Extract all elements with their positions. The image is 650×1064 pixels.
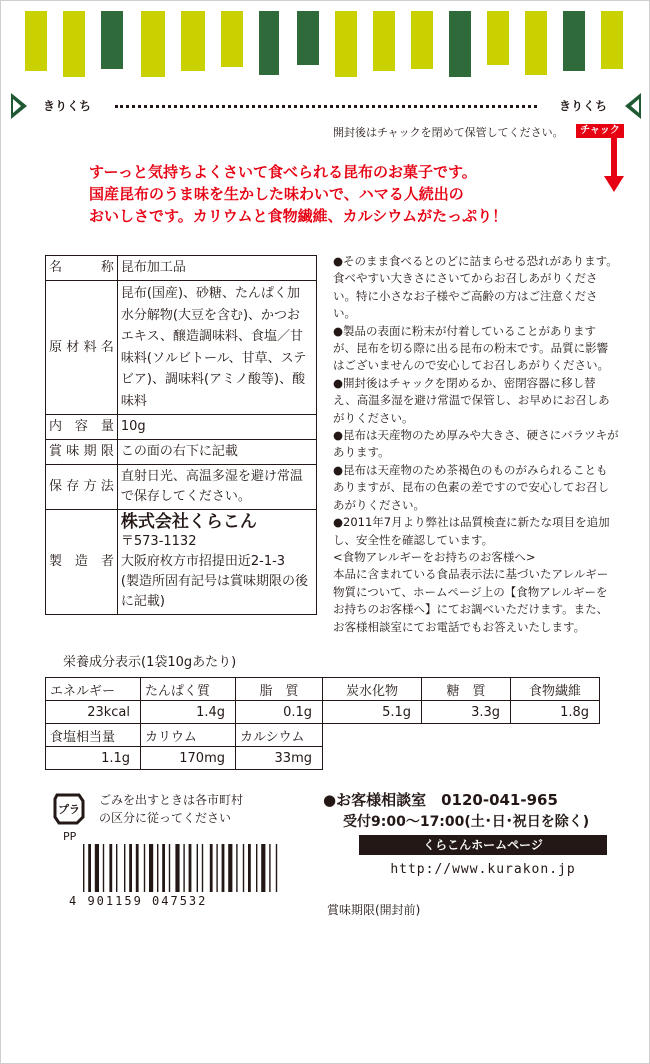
disposal-line: ごみを出すときは各市町村 [99, 793, 244, 807]
storage-label: 保存方法 [46, 465, 118, 510]
materials-label: 原材料名 [46, 281, 118, 415]
nutrition-value: 33mg [236, 747, 323, 770]
disposal-note [99, 791, 243, 827]
maker-address: 大阪府枚方市招提田近2-1-3 [120, 554, 286, 569]
note-item: ●開封後はチャックを閉めるか、密閉容器に移し替え、高温多湿を避け常温で保管し、お早めにお召しあがりください。 [333, 375, 610, 425]
table-row [46, 440, 317, 465]
contact-phone: ●お客様相談室 0120-041-965 [323, 791, 558, 809]
barcode-bar [228, 844, 232, 892]
expiry-label: 賞味期限(開封前) [327, 903, 421, 917]
blank-cell [422, 724, 511, 747]
maker-note: (製造所固有記号は賞味期限の後に記載) [120, 574, 308, 609]
table-row [46, 256, 317, 281]
homepage-label: くらこんホームページ [359, 835, 607, 855]
barcode-bar [276, 844, 277, 892]
nutrition-value: 23kcal [46, 701, 141, 724]
barcode-bar [109, 844, 112, 892]
barcode-bar [129, 844, 132, 892]
nutrition-value: 5.1g [323, 701, 422, 724]
barcode-bar [157, 844, 158, 892]
plastic-recycle-icon [49, 787, 89, 827]
allergy-text: 本品に含まれている食品表示法に基づいたアレルギー物質について、ホームページ上の【食物アレルギーをお持ちのお客様へ】にてお調べいただけます。また、お客様相談室にてお電話でもお答えいたします。 [333, 567, 609, 634]
blank-cell [323, 747, 422, 770]
barcode-bar [83, 844, 84, 892]
nutrition-value: 1.4g [141, 701, 236, 724]
nutrition-header: 炭水化物 [323, 678, 422, 701]
blank-cell [511, 747, 600, 770]
barcode-bar [103, 844, 104, 892]
nutrition-value: 170mg [141, 747, 236, 770]
cut-notch-right-icon [621, 93, 641, 119]
barcode-bar [222, 844, 225, 892]
promo-line: おいしさです。カリウムと食物繊維、カルシウムがたっぷり！ [89, 207, 508, 225]
nutrition-header: たんぱく質 [141, 678, 236, 701]
barcode-bar [202, 844, 203, 892]
barcode-bar [256, 844, 257, 892]
cut-line[interactable] [11, 93, 641, 119]
promo-line: すーっと気持ちよくさいて食べられる昆布のお菓子です。 [89, 163, 477, 181]
barcode-bar [216, 844, 217, 892]
contact-hours: 受付9:00〜17:00(土･日･祝日を除く) [343, 814, 590, 830]
blank-cell [323, 724, 422, 747]
table-row [46, 701, 600, 724]
notes [333, 253, 619, 636]
nutrition-value: 0.1g [236, 701, 323, 724]
barcode-bar [248, 844, 251, 892]
barcode-bar [169, 844, 170, 892]
name-label: 名 称 [46, 256, 118, 281]
nutrition-header: エネルギー [46, 678, 141, 701]
table-row [46, 724, 600, 747]
cut-dotted-line [115, 105, 537, 108]
nutrition-header: 脂 質 [236, 678, 323, 701]
maker-label: 製造者 [46, 510, 118, 615]
barcode-bar [136, 844, 139, 892]
barcode-bar [149, 844, 153, 892]
recycle-mark-label: プラ [58, 803, 80, 816]
cut-label-right: きりくち [558, 99, 607, 113]
note-item: ●昆布は天産物のため茶褐色のものがみられることもありますが、昆布の色素の差ですので安心してお召しあがりください。 [333, 462, 609, 512]
material-code: PP [63, 830, 77, 843]
promo-copy [89, 161, 589, 227]
nutrition-header: 食塩相当量 [46, 724, 141, 747]
barcode-bar [162, 844, 165, 892]
blank-cell [511, 724, 600, 747]
barcode-bar [269, 844, 270, 892]
barcode-bar [95, 844, 99, 892]
nutrition-header: 食物繊維 [511, 678, 600, 701]
barcode-bar [261, 844, 265, 892]
barcode-bar [116, 844, 117, 892]
barcode-bar [124, 844, 125, 892]
storage-value: 直射日光、高温多湿を避け常温で保存してください。 [117, 465, 316, 510]
cut-notch-left-icon [11, 93, 31, 119]
ingredients-table [45, 255, 317, 615]
blank-cell [422, 747, 511, 770]
barcode-number: 4 901159 047532 [69, 894, 208, 908]
note-item: ●そのまま食べるとのどに詰まらせる恐れがあります。食べやすい大きさにさいてからお召しあがりください。特に小さなお子様やご高齢の方はご注意ください。 [333, 254, 618, 321]
zipper-instruction: 開封後はチャックを閉めて保管してください。 [333, 126, 564, 139]
arrow-down-icon [604, 138, 624, 192]
note-item: ●2011年7月より弊社は品質検査に新たな項目を追加し、安全性を確認しています。 [333, 515, 610, 547]
promo-line: 国産昆布のうま味を生かした味わいで、ハマる人続出の [89, 185, 464, 203]
nutrition-value: 1.1g [46, 747, 141, 770]
barcode-bar [210, 844, 213, 892]
materials-value: 昆布(国産)、砂糖、たんぱく加水分解物(大豆を含む)、かつおエキス、醸造調味料、食塩／甘味料(ソルビトール、甘草、ステビア)、調味料(アミノ酸等)、酸味料 [117, 281, 316, 415]
maker-zip: 〒573-1132 [120, 534, 197, 549]
nutrition-title: 栄養成分表示(1袋10gあたり) [63, 655, 237, 670]
nutrition-header: カリウム [141, 724, 236, 747]
maker-name: 株式会社くらこん [120, 512, 257, 532]
barcode-bar [175, 844, 179, 892]
name-value: 昆布加工品 [117, 256, 316, 281]
table-row [46, 747, 600, 770]
nutrition-value: 3.3g [422, 701, 511, 724]
table-row [46, 678, 600, 701]
allergy-heading: <食物アレルギーをお持ちのお客様へ> [333, 549, 536, 564]
nutrition-table [45, 677, 600, 770]
barcode-bar [189, 844, 192, 892]
best-before-value: この面の右下に記載 [117, 440, 316, 465]
barcode-bar [88, 844, 91, 892]
decorative-stripes [1, 1, 650, 86]
cut-label-left: きりくち [43, 99, 92, 113]
nutrition-header: カルシウム [236, 724, 323, 747]
note-item: ●昆布は天産物のため厚みや大きさ、硬さにバラツキがあります。 [333, 428, 619, 460]
table-row [46, 465, 317, 510]
content-label: 内容量 [46, 415, 118, 440]
homepage-url[interactable]: http://www.kurakon.jp [390, 862, 576, 877]
nutrition-header: 糖 質 [422, 678, 511, 701]
best-before-label: 賞味期限 [46, 440, 118, 465]
barcode-icon [81, 844, 309, 892]
barcode-bar [183, 844, 184, 892]
barcode-bar [144, 844, 145, 892]
note-item: ●製品の表面に粉末が付着していることがありますが、昆布を切る際に出る昆布の粉末です。品質に影響はございませんので安心してお召しあがりください。 [333, 323, 609, 373]
maker-info [117, 510, 316, 615]
barcode-bar [197, 844, 198, 892]
table-row [46, 415, 317, 440]
nutrition-value: 1.8g [511, 701, 600, 724]
zipper-tag: チャック [576, 124, 624, 138]
disposal-line: の区分に従ってください [99, 811, 232, 825]
barcode-bar [236, 844, 237, 892]
barcode-bar [243, 844, 244, 892]
table-row [46, 281, 317, 415]
content-value: 10g [117, 415, 316, 440]
table-row [46, 510, 317, 615]
